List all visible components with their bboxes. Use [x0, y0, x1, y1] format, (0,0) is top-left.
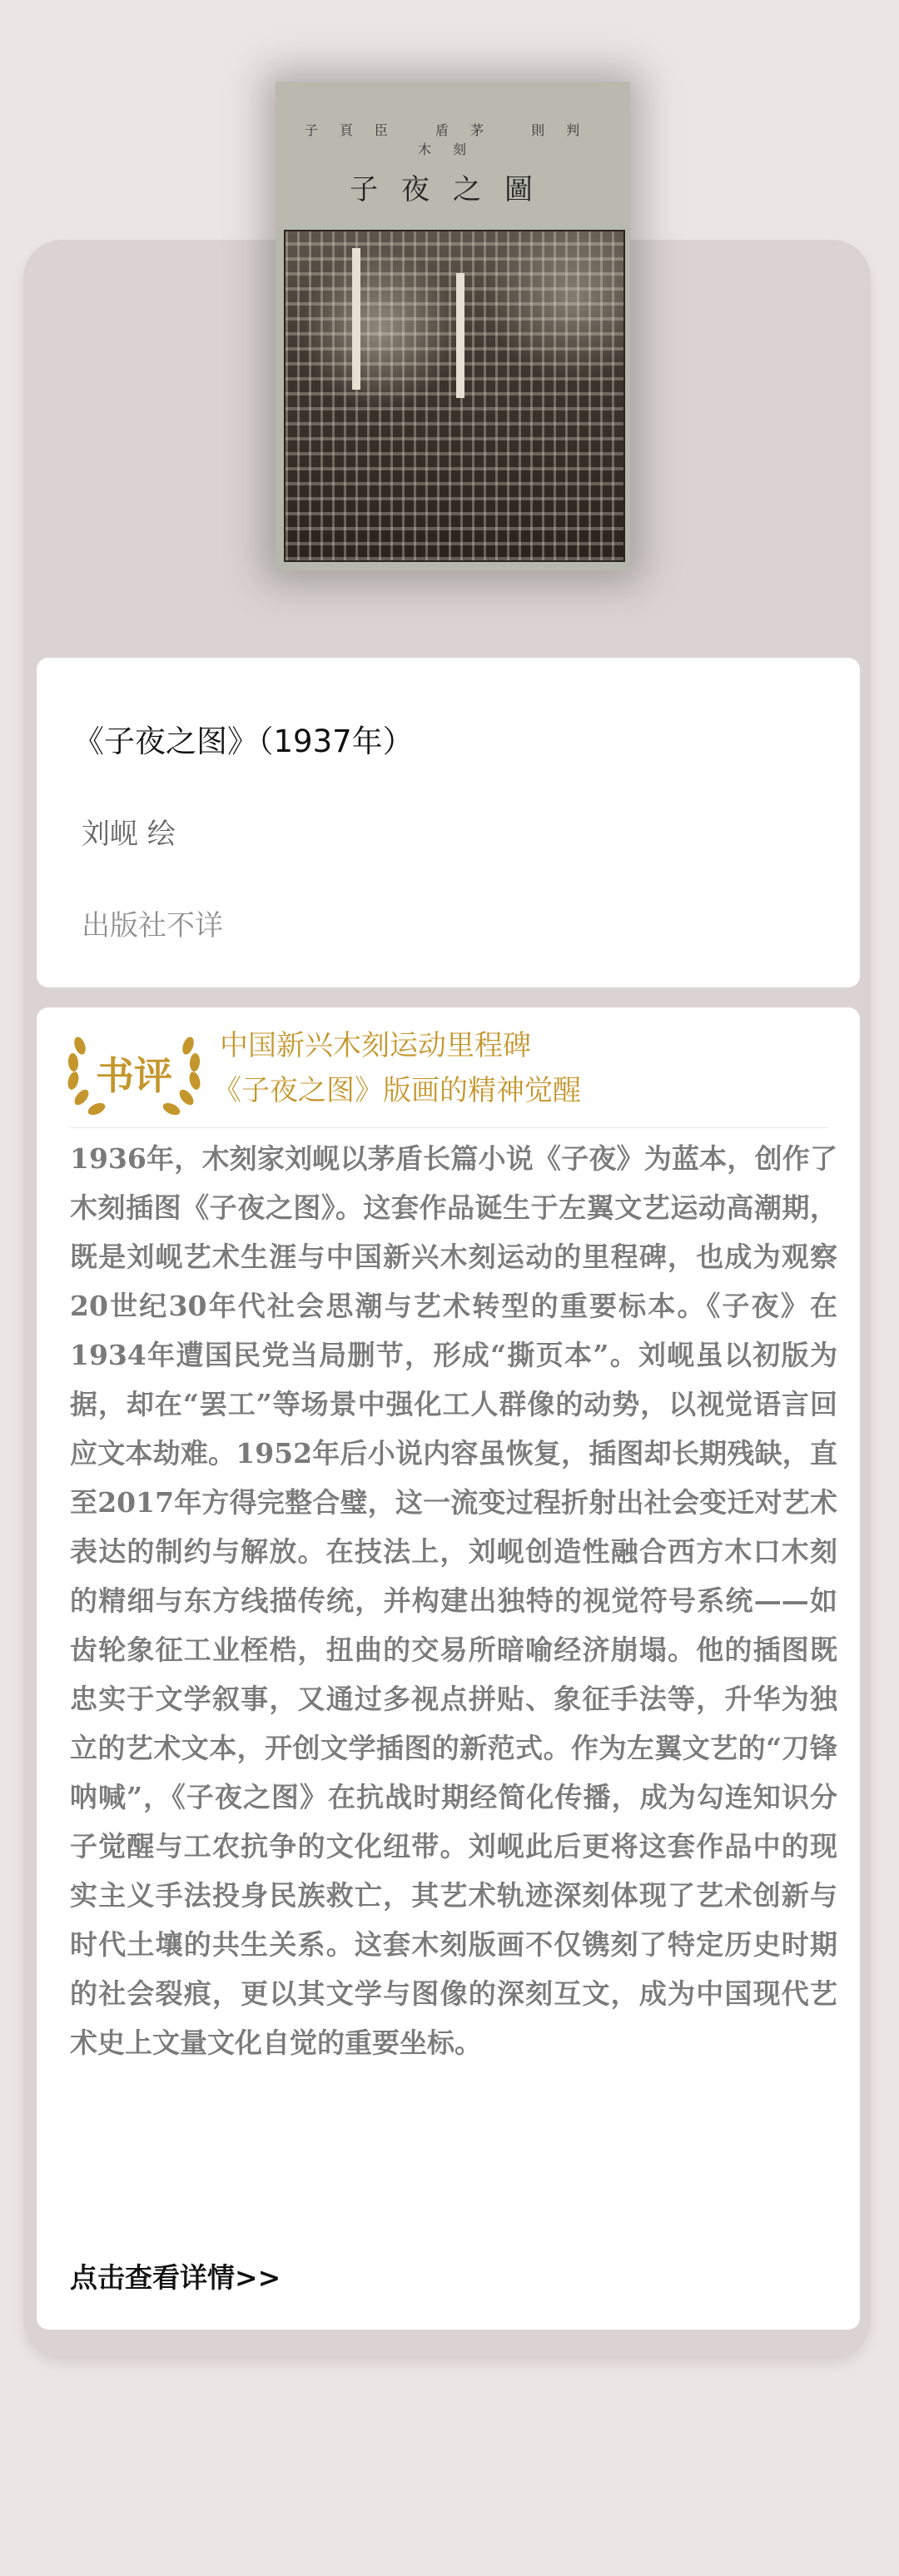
book-publisher: 出版社不详 [82, 909, 223, 942]
review-body-text: 1936年，木刻家刘岘以茅盾长篇小说《子夜》为蓝本，创作了木刻插图《子夜之图》。这套作品诞生于左翼文艺运动高潮期，既是刘岘艺术生涯与中国新兴木刻运动的里程碑，也成为观察20世纪30年代社会思潮与艺术转型的重要标本。《子夜》在1934年遭国民党当局删节，形成“撕页本”。刘岘虽以初版为据，却在“罢工”等场景中强化工人群像的动势，以视觉语言回应文本劫难。1952年后小说内容虽恢复，插图却长期残缺，直至2017年方得完整合璧，这一流变过程折射出社会变迁对艺术表达的制约与解放。在技法上，刘岘创造性融合西方木口木刻的精细与东方线描传统，并构建出独特的视觉符号系统——如齿轮象征工业桎梏，扭曲的交易所暗喻经济崩塌。他的插图既忠实于文学叙事，又通过多视点拼贴、象征手法等，升华为独立的艺术文本，开创文学插图的新范式。作为左翼文艺的“刀锋呐喊”，《子夜之图》在抗战时期经简化传播，成为勾连知识分子觉醒与工农抗争的文化纽带。刘岘此后更将这套作品中的现实主义手法投身民族救亡，其艺术轨迹深刻体现了艺术创新与时代土壤的共生关系。这套木刻版画不仅镌刻了特定历史时期的社会裂痕，更以其文学与图像的深刻互文，成为中国现代艺术史上文量文化自觉的重要坐标。 [70, 1142, 837, 2059]
book-cover-image [276, 82, 630, 571]
cover-tower-left [352, 248, 360, 390]
review-badge [62, 1021, 206, 1129]
cover-header [276, 82, 630, 228]
view-details-link[interactable]: 点击查看详情>> [70, 2261, 281, 2294]
cover-woodcut-illustration [284, 230, 625, 562]
review-heading-line2: 《子夜之图》版画的精神觉醒 [213, 1074, 581, 1107]
cover-tower-right [456, 273, 464, 398]
review-heading-line1: 中国新兴木刻运动里程碑 [220, 1029, 531, 1062]
book-title: 《子夜之图》（1937年） [73, 724, 414, 759]
review-badge-label: 书评 [96, 1053, 172, 1098]
book-info-card [37, 658, 860, 987]
book-review-card [37, 1007, 860, 2330]
book-author: 刘岘 绘 [82, 818, 176, 851]
cover-title: 子夜之圖 [350, 173, 556, 206]
review-divider [70, 1127, 827, 1128]
cover-subtitle: 子頁臣 盾茅 則判 木刻 [304, 122, 602, 157]
